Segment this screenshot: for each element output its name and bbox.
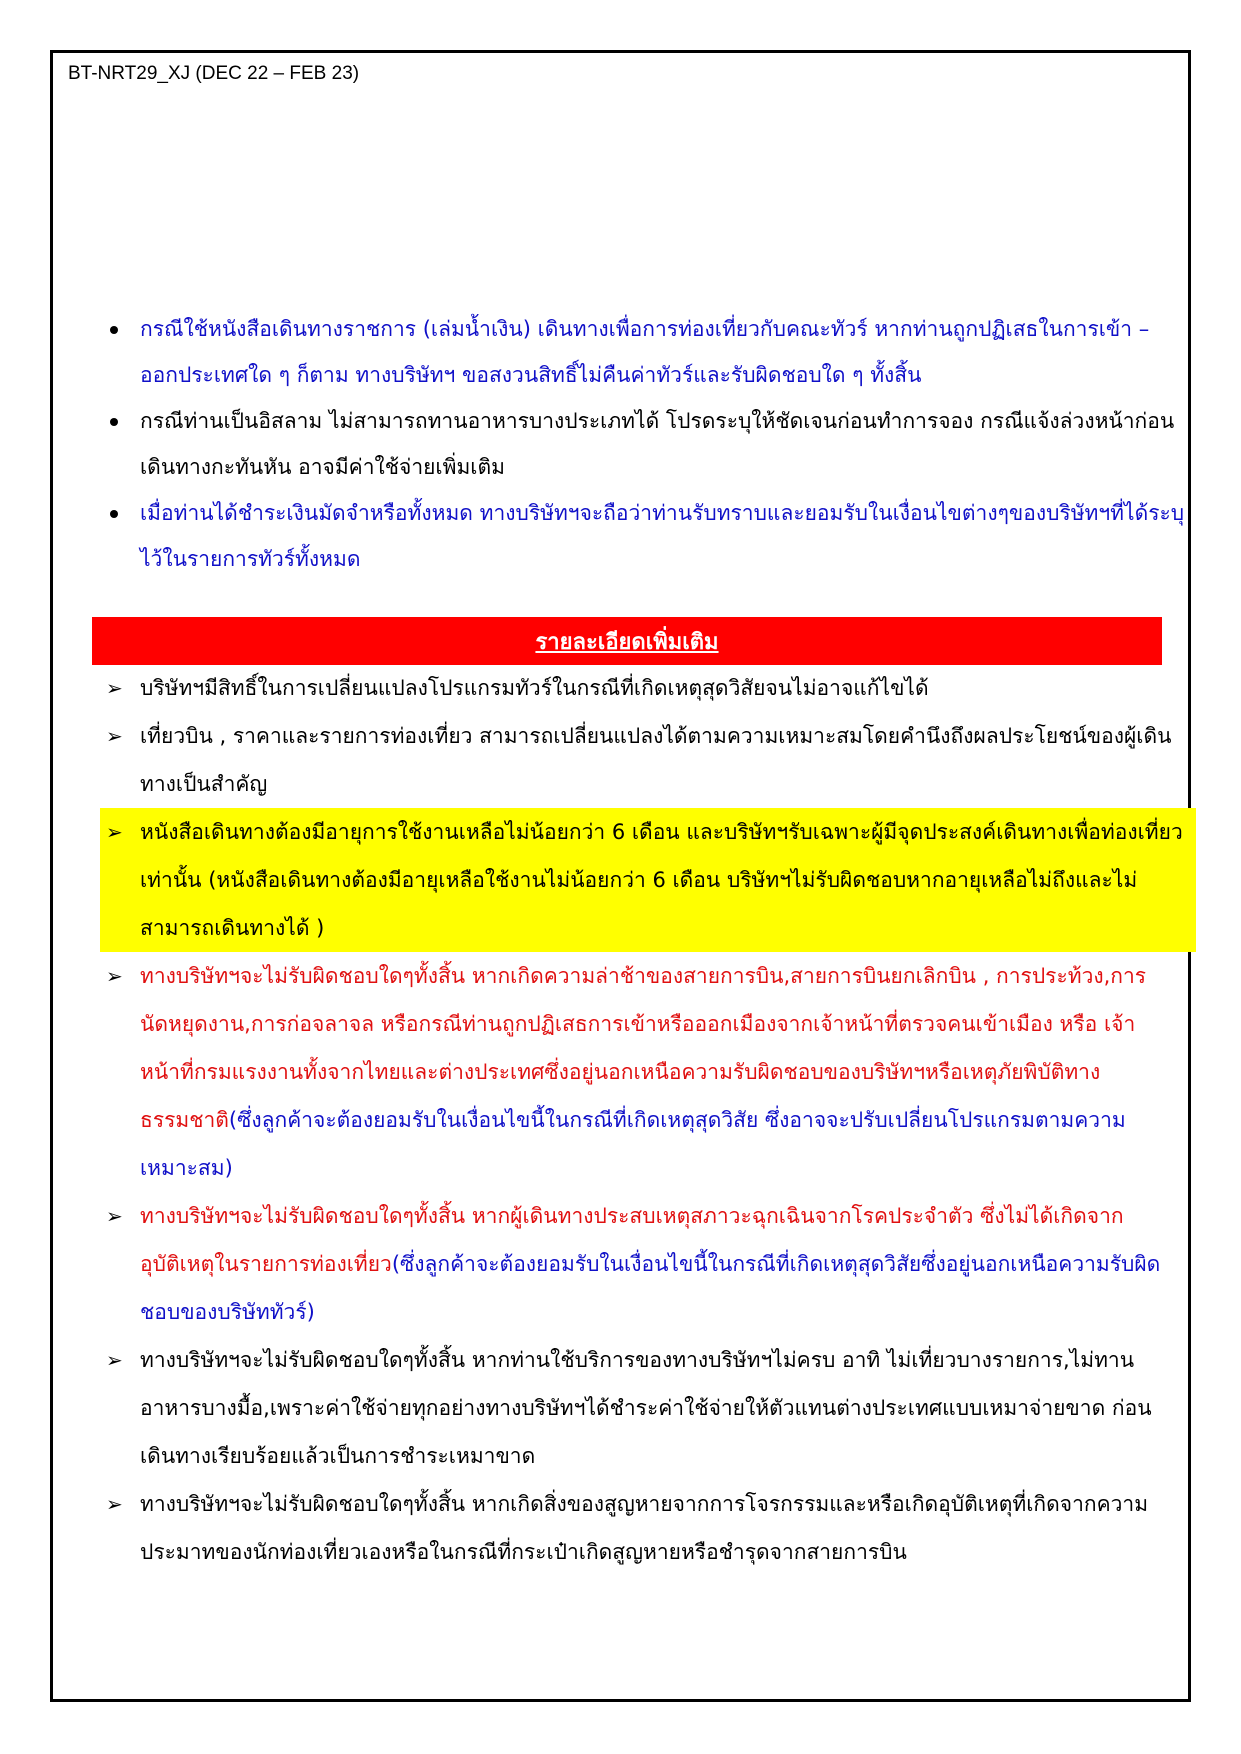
section-title: รายละเอียดเพิ่มเติม (535, 629, 719, 655)
list-item: กรณีใช้หนังสือเดินทางราชการ (เล่มน้ำเงิน) เดินทางเพื่อการท่องเที่ยวกับคณะทัวร์ หากท่านถูกปฏิเสธในการเข้า – ออกประเทศใด ๆ ก็ตาม ทางบริษัทฯ ขอสงวนสิทธิ์ไม่คืนค่าทัวร์และรับผิดชอบใด ๆ ทั้งสิ้น (110, 306, 1190, 398)
list-item: เมื่อท่านได้ชำระเงินมัดจำหรือทั้งหมด ทางบริษัทฯจะถือว่าท่านรับทราบและยอมรับในเงื่อนไขต่างๆของบริษัทฯที่ได้ระบุไว้ในรายการทัวร์ทั้งหมด (110, 490, 1190, 582)
arrow-bullet-icon: ➢ (106, 1492, 123, 1516)
bullet-icon (110, 418, 118, 426)
list-item: กรณีท่านเป็นอิสลาม ไม่สามารถทานอาหารบางประเภทได้ โปรดระบุให้ชัดเจนก่อนทำการจอง กรณีแจ้งล่วงหน้าก่อนเดินทางกะทันหัน อาจมีค่าใช้จ่ายเพิ่มเติม (110, 398, 1190, 490)
list-item: ➢ ทางบริษัทฯจะไม่รับผิดชอบใดๆทั้งสิ้น หากท่านใช้บริการของทางบริษัทฯไม่ครบ อาทิ ไม่เที่ยวบางรายการ,ไม่ทานอาหารบางมื้อ,เพราะค่าใช้จ่ายทุกอย่างทางบริษัทฯได้ชำระค่าใช้จ่ายให้ตัวแทนต่างประเทศแบบเหมาจ่ายขาด ก่อนเดินทางเรียบร้อยแล้วเป็นการชำระเหมาขาด (92, 1336, 1172, 1480)
list-item: ➢ ทางบริษัทฯจะไม่รับผิดชอบใดๆทั้งสิ้น หากเกิดสิ่งของสูญหายจากการโจรกรรมและหรือเกิดอุบัติเหตุที่เกิดจากความประมาทของนักท่องเที่ยวเองหรือในกรณีที่กระเป๋าเกิดสูญหายหรือชำรุดจากสายการบิน (92, 1480, 1172, 1576)
arrow-bullet-icon: ➢ (106, 724, 123, 748)
arrow-bullet-icon: ➢ (106, 820, 123, 844)
list-item: ➢ เที่ยวบิน , ราคาและรายการท่องเที่ยว สามารถเปลี่ยนแปลงได้ตามความเหมาะสมโดยคำนึงถึงผลประโยชน์ของผู้เดินทางเป็นสำคัญ (92, 712, 1172, 808)
highlighted-list-item: ➢ หนังสือเดินทางต้องมีอายุการใช้งานเหลือไม่น้อยกว่า 6 เดือน และบริษัทฯรับเฉพาะผู้มีจุดประสงค์เดินทางเพื่อท่องเที่ยวเท่านั้น (หนังสือเดินทางต้องมีอายุเหลือใช้งานไม่น้อยกว่า 6 เดือน บริษัทฯไม่รับผิดชอบหากอายุเหลือไม่ถึงและไม่สามารถเดินทางได้ ) (100, 808, 1196, 952)
list-item: ➢ ทางบริษัทฯจะไม่รับผิดชอบใดๆทั้งสิ้น หากเกิดความล่าช้าของสายการบิน,สายการบินยกเลิกบิน , การประท้วง,การนัดหยุดงาน,การก่อจลาจล หรือกรณีท่านถูกปฏิเสธการเข้าหรือออกเมืองจากเจ้าหน้าที่ตรวจคนเข้าเมือง หรือ เจ้าหน้าที่กรมแรงงานทั้งจากไทยและต่างประเทศซึ่งอยู่นอกเหนือความรับผิดชอบของบริษัทฯหรือเหตุภัยพิบัติทางธรรมชาติ(ซึ่งลูกค้าจะต้องยอมรับในเงื่อนไขนี้ในกรณีที่เกิดเหตุสุดวิสัย ซึ่งอาจจะปรับเปลี่ยนโปรแกรมตามความเหมาะสม) (92, 952, 1172, 1192)
notes-list (110, 306, 1190, 582)
section-banner (92, 617, 1162, 665)
arrow-bullet-icon: ➢ (106, 964, 123, 988)
arrow-bullet-icon: ➢ (106, 676, 123, 700)
bullet-icon (110, 326, 118, 334)
arrow-bullet-icon: ➢ (106, 1348, 123, 1372)
arrow-bullet-icon: ➢ (106, 1204, 123, 1228)
document-code: BT-NRT29_XJ (DEC 22 – FEB 23) (68, 63, 360, 84)
bullet-icon (110, 510, 118, 518)
details-list (92, 664, 1183, 1576)
list-item: ➢ ทางบริษัทฯจะไม่รับผิดชอบใดๆทั้งสิ้น หากผู้เดินทางประสบเหตุสภาวะฉุกเฉินจากโรคประจำตัว ซึ่งไม่ได้เกิดจากอุบัติเหตุในรายการท่องเที่ยว(ซึ่งลูกค้าจะต้องยอมรับในเงื่อนไขนี้ในกรณีที่เกิดเหตุสุดวิสัยซึ่งอยู่นอกเหนือความรับผิดชอบของบริษัททัวร์) (92, 1192, 1172, 1336)
list-item: ➢ บริษัทฯมีสิทธิ์ในการเปลี่ยนแปลงโปรแกรมทัวร์ในกรณีที่เกิดเหตุสุดวิสัยจนไม่อาจแก้ไขได้ (92, 664, 1172, 712)
